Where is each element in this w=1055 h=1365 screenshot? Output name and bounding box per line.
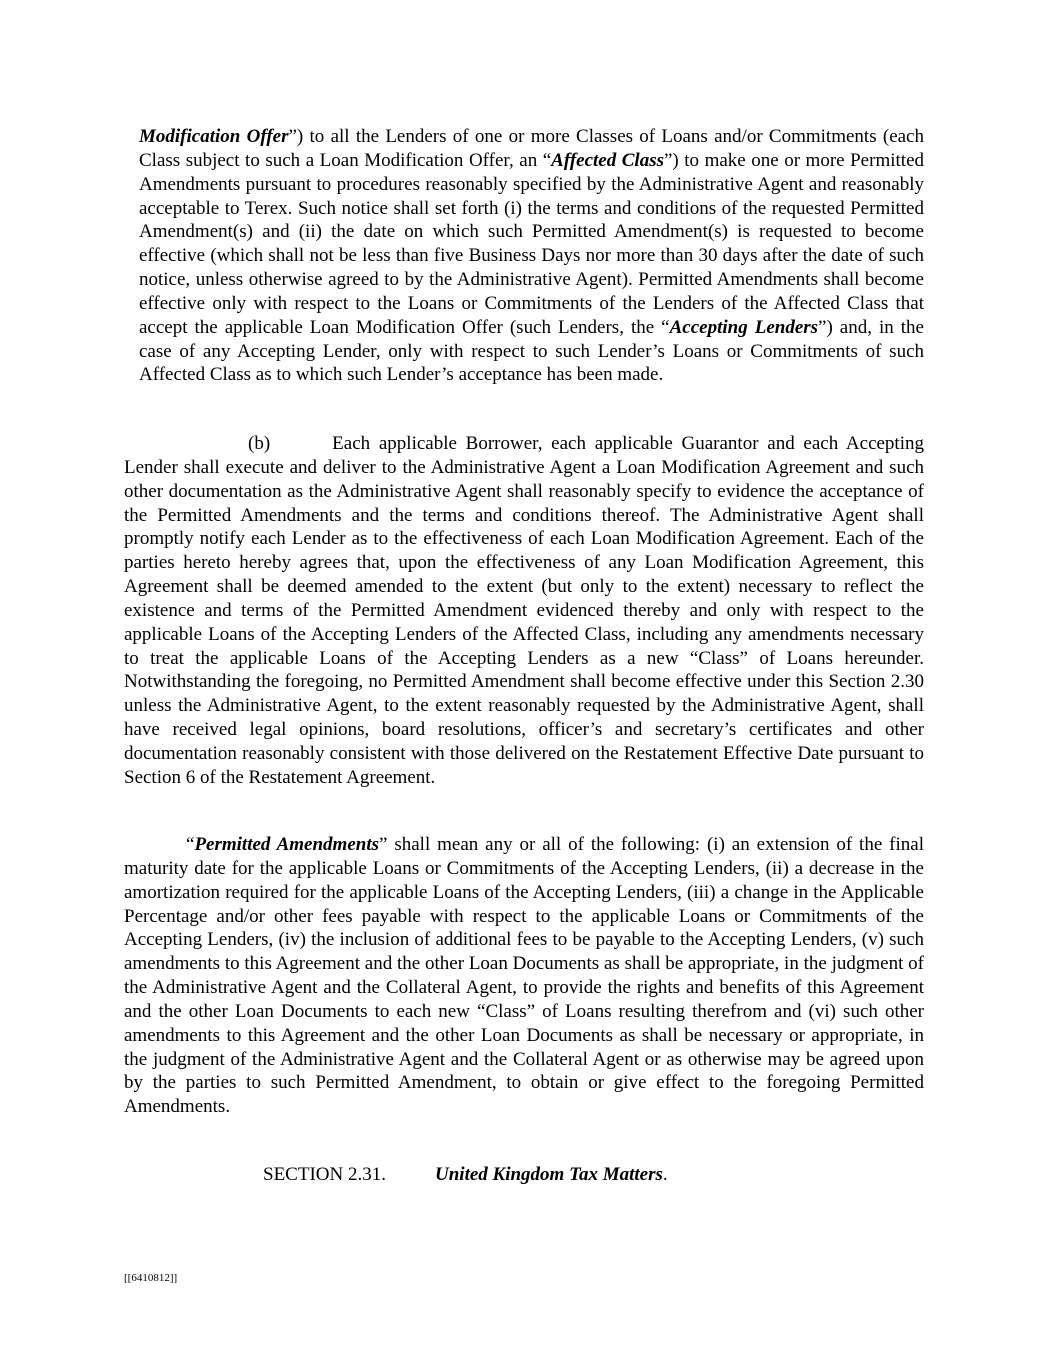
defined-term-permitted-amendments: Permitted Amendments (194, 834, 380, 855)
open-quote: “ (186, 834, 195, 855)
defined-term-modification-offer: Modification Offer (139, 126, 289, 147)
paragraph-loan-modification-offer (139, 125, 924, 387)
paragraph-text: ”) to make one or more Permitted Amendments pursuant to procedures reasonably specified by the Administrative Agent and reasonably acceptable to Terex. Such notice shall set forth (i) the terms and conditions of the requested Permitted Amendment(s) and (ii) the date on which such Permitted Amendment(s) is requested to become effective (which shall not be less than five Business Days nor more than 30 days after the date of such notice, unless otherwise agreed to by the Administrative Agent). Permitted Amendments shall become effective only with respect to the Loans or Commitments of the Lenders of the Affected Class that accept the applicable Loan Modification Offer (such Lenders, the “ (139, 149, 924, 338)
footer-document-id: [[6410812]] (124, 1272, 178, 1284)
paragraph-permitted-amendments-definition (124, 833, 924, 1119)
defined-term-accepting-lenders: Accepting Lenders (669, 316, 819, 338)
section-title: United Kingdom Tax Matters (435, 1164, 663, 1185)
paragraph-text: Each applicable Borrower, each applicable Guarantor and each Accepting Lender shall execute and deliver to the Administrative Agent a Loan Modification Agreement and such other documentation as the Administrative Agent shall reasonably specify to evidence the acceptance of the Permitted Amendments and the terms and conditions thereof. The Administrative Agent shall promptly notify each Lender as to the effectiveness of each Loan Modification Agreement. Each of the parties hereto hereby agrees that, upon the effectiveness of any Loan Modification Agreement, this Agreement shall be deemed amended to the extent (but only to the extent) necessary to reflect the existence and terms of the Permitted Amendment evidenced thereby and only with respect to the applicable Loans of the Accepting Lenders of the Affected Class, including any amendments necessary to treat the applicable Loans of the Accepting Lenders as a new “Class” of Loans hereunder. Notwithstanding the foregoing, no Permitted Amendment shall become effective under this Section 2.30 unless the Administrative Agent, to the extent reasonably requested by the Administrative Agent, shall have received legal opinions, board resolutions, officer’s and secretary’s certificates and other documentation reasonably consistent with those delivered on the Restatement Effective Date pursuant to Section 6 of the Restatement Agreement. (124, 433, 924, 788)
section-number: SECTION 2.31. (263, 1164, 386, 1185)
section-title-period: . (662, 1164, 668, 1185)
defined-term-affected-class: Affected Class (551, 149, 664, 171)
paragraph-text: ” shall mean any or all of the following: (i) an extension of the final maturity date for the applicable Loans or Commitments of the Accepting Lenders, (ii) a decrease in the amortization required for the applicable Loans of the Accepting Lenders, (iii) a change in the Applicable Percentage and/or other fees payable with respect to the applicable Loans or Commitments of the Accepting Lenders, (iv) the inclusion of additional fees to be payable to the Accepting Lenders, (v) such amendments to this Agreement and the other Loan Documents as shall be appropriate, in the judgment of the Administrative Agent and the Collateral Agent, to provide the rights and benefits of this Agreement and the other Loan Documents to each new “Class” of Loans resulting therefrom and (vi) such other amendments to this Agreement and the other Loan Documents as shall be necessary or appropriate, in the judgment of the Administrative Agent and the Collateral Agent or as otherwise may be agreed upon by the parties to such Permitted Amendment, to obtain or give effect to the foregoing Permitted Amendments. (124, 834, 924, 1118)
paragraph-b (124, 432, 924, 790)
paragraph-text: ”) and, in the case of any Accepting Lender, only with respect to such Lender’s Loans or Commitments of such Affected Class as to which such Lender’s acceptance has been made. (139, 316, 924, 386)
paragraph-text: ”) to all the Lenders of one or more Classes of Loans and/or Commitments (each Class subject to such a Loan Modification Offer, an “ (139, 126, 924, 171)
clause-label-b: (b) (248, 433, 271, 454)
section-heading (263, 1163, 668, 1186)
